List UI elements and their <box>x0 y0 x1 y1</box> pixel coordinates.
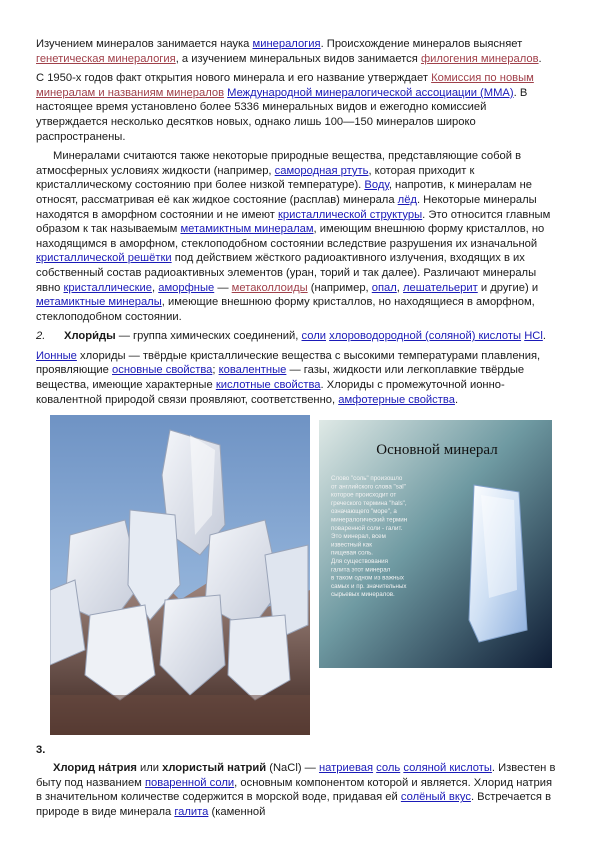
slide-text-line: известный как <box>331 541 372 549</box>
text: — <box>214 281 232 294</box>
link-water[interactable]: Воду <box>364 179 389 192</box>
slide-text-line: Это минерал, всем <box>331 533 386 541</box>
link-salty-taste[interactable]: солёный вкус <box>400 791 471 804</box>
link-ice[interactable]: лёд <box>397 193 417 206</box>
text: . Хлориды с промежуточной ионно-ковалентной природой связи проявляют, соответственно, <box>36 379 505 406</box>
link-sodium[interactable]: натриевая <box>318 762 374 775</box>
slide-text-line: в таком одном из важных <box>331 574 404 582</box>
link-mineral-phylogeny[interactable]: филогения минералов <box>420 52 539 65</box>
link-salt[interactable]: соль <box>376 762 401 775</box>
link-native-mercury[interactable]: самородная ртуть <box>274 164 369 177</box>
text: С 1950-х годов факт открытия нового минерала и его название утверждает <box>36 72 432 85</box>
text: , <box>396 281 404 294</box>
link-table-salt[interactable]: поваренной соли <box>144 776 235 789</box>
paragraph-mineralogy <box>36 37 560 66</box>
link-salts[interactable]: соли <box>301 330 326 343</box>
link-crystal-structure[interactable]: кристаллической структуры <box>278 208 423 221</box>
text: , имеющим внешнюю форму кристаллов, но находящимся в аморфном, стеклоподобном состоянии вследствие разрушения их изначальной <box>36 223 545 250</box>
text: . Встречается в природе в виде минерала <box>36 791 552 819</box>
text: под действием жёсткого радиоактивного излучения, входящих в их собственный состав радиоактивных элементов (уран, торий и так далее). Различают минералы явно <box>36 252 537 294</box>
text: . <box>454 393 459 406</box>
text: ; <box>212 364 219 377</box>
link-metamict-minerals[interactable]: метамиктным минералам <box>180 223 314 236</box>
link-lechatelierite[interactable]: лешательерит <box>403 281 478 294</box>
slide-text-line: от английского слова "sal" <box>331 483 406 491</box>
text: . Известен в быту под названием <box>36 762 556 789</box>
link-amorphous[interactable]: аморфные <box>158 281 215 294</box>
link-metacolloids[interactable]: метаколлоиды <box>231 281 308 294</box>
link-mineralogy[interactable]: минералогия <box>252 38 321 50</box>
paragraph-sodium-chloride <box>36 761 560 819</box>
text: . <box>538 52 542 65</box>
link-hydrochloric-acid[interactable]: хлороводородной (соляной) кислоты <box>329 330 522 343</box>
text: Изучением минералов занимается наука <box>36 38 253 50</box>
text: , основным компонентом которой и является. Хлорид натрия в значительном количестве содержится в морской воде, придавая ей <box>36 776 553 804</box>
text: . <box>542 330 546 343</box>
slide-text-line: греческого термина "hals", <box>331 500 407 508</box>
salt-crystals-image <box>50 415 310 735</box>
text: . Происхождение минералов выясняет <box>320 38 523 50</box>
slide-text-line: пищевая соль. <box>331 549 374 557</box>
list-number-3: 3. <box>36 744 46 757</box>
link-hydrochloric[interactable]: соляной кислоты <box>403 762 492 775</box>
text: , а изучением минеральных видов занимается <box>175 52 421 65</box>
link-hcl[interactable]: HCl <box>524 330 543 343</box>
link-crystalline[interactable]: кристаллические <box>63 281 153 294</box>
slide-text-line: самых и пр. значительных <box>331 583 407 591</box>
document-page <box>36 37 560 820</box>
term-sodium-chloride: Хлорид на́трия <box>53 762 137 775</box>
list-number: 2. <box>36 330 46 343</box>
paragraph-ima <box>36 71 560 144</box>
text: . В настоящее время установлено более 5336 минеральных видов и ежегодно комиссией утверждается несколько десятков новых, однако лишь 100—150 минералов широко распространены. <box>36 86 528 143</box>
link-halite[interactable]: галита <box>174 806 209 819</box>
link-opal[interactable]: опал <box>371 281 397 294</box>
slide-text-line: которое происходит от <box>331 491 397 499</box>
paragraph-ionic-chlorides <box>36 349 560 407</box>
slide-title: Основной минерал <box>376 442 498 459</box>
link-ionic[interactable]: Ионные <box>36 349 77 362</box>
text: (NaCl) — <box>266 762 319 775</box>
text: , имеющие внешнюю форму кристаллов, но находящиеся в аморфном, стеклоподобном состоянии. <box>36 296 535 323</box>
text: — газы, жидкости или легкоплавкие твёрдые вещества, имеющие характерные <box>36 364 525 392</box>
text: хлориды — твёрдые кристаллические вещества с высокими температурами плавления, проявляющие <box>36 349 541 377</box>
images-row <box>36 415 560 761</box>
text: — группа химических соединений, <box>115 330 302 343</box>
text: , которая приходит к кристаллическому состоянию при более низкой температуре). <box>36 164 475 192</box>
text: . Это относится главным образом к так называемым <box>36 208 551 236</box>
text: (каменной <box>208 806 266 819</box>
halite-slide <box>319 420 552 668</box>
link-basic-properties[interactable]: основные свойства <box>112 364 213 377</box>
link-metamict[interactable]: метамиктные минералы <box>36 296 162 309</box>
slide-text-line: Для существования <box>331 558 388 566</box>
link-ima[interactable]: Международной минералогической ассоциации (ММА) <box>227 86 514 99</box>
link-genetic-mineralogy[interactable]: генетическая минералогия <box>36 52 176 65</box>
link-amphoteric-properties[interactable]: амфотерные свойства <box>338 393 455 406</box>
link-crystal-lattice[interactable]: кристаллической решётки <box>36 252 172 265</box>
link-acidic-properties[interactable]: кислотные свойства <box>215 379 321 392</box>
link-commission[interactable]: Комиссия по новым минералам и названиям минералов <box>36 72 534 99</box>
text: (например, <box>307 281 372 294</box>
slide-text-line: Слово "соль" произошло <box>331 475 403 483</box>
slide-text-line: сырьевых минералов. <box>331 591 395 599</box>
text: , напротив, к минералам не относят, рассматривая её как жидкое состояние (расплав) минерала <box>36 179 532 206</box>
salt-crystals-photo <box>50 415 310 735</box>
paragraph-liquids-amorphous <box>36 149 560 324</box>
text: . Некоторые минералы находятся в аморфном состоянии и не имеют <box>36 193 537 221</box>
list-item-chlorides <box>36 329 560 344</box>
slide-text-line: поваренной соли - галит. <box>331 525 403 533</box>
link-covalent[interactable]: ковалентные <box>218 364 287 377</box>
slide-text-line: минералогический термин <box>331 516 408 524</box>
term-chlorides: Хлори́ды <box>64 330 116 343</box>
text: и другие) и <box>477 281 539 294</box>
text: , <box>152 281 159 294</box>
term-sodium-chloride-alt: хлористый натрий <box>162 762 267 775</box>
slide-text-line: означающего "море", а <box>331 508 397 516</box>
text: или <box>136 762 163 775</box>
text: Минералами считаются также некоторые природные вещества, представляющие собой в атмосферных условиях жидкости (например, <box>36 150 522 177</box>
halite-slide-image <box>319 420 552 668</box>
slide-text-line: галита этот минерал <box>331 566 391 574</box>
